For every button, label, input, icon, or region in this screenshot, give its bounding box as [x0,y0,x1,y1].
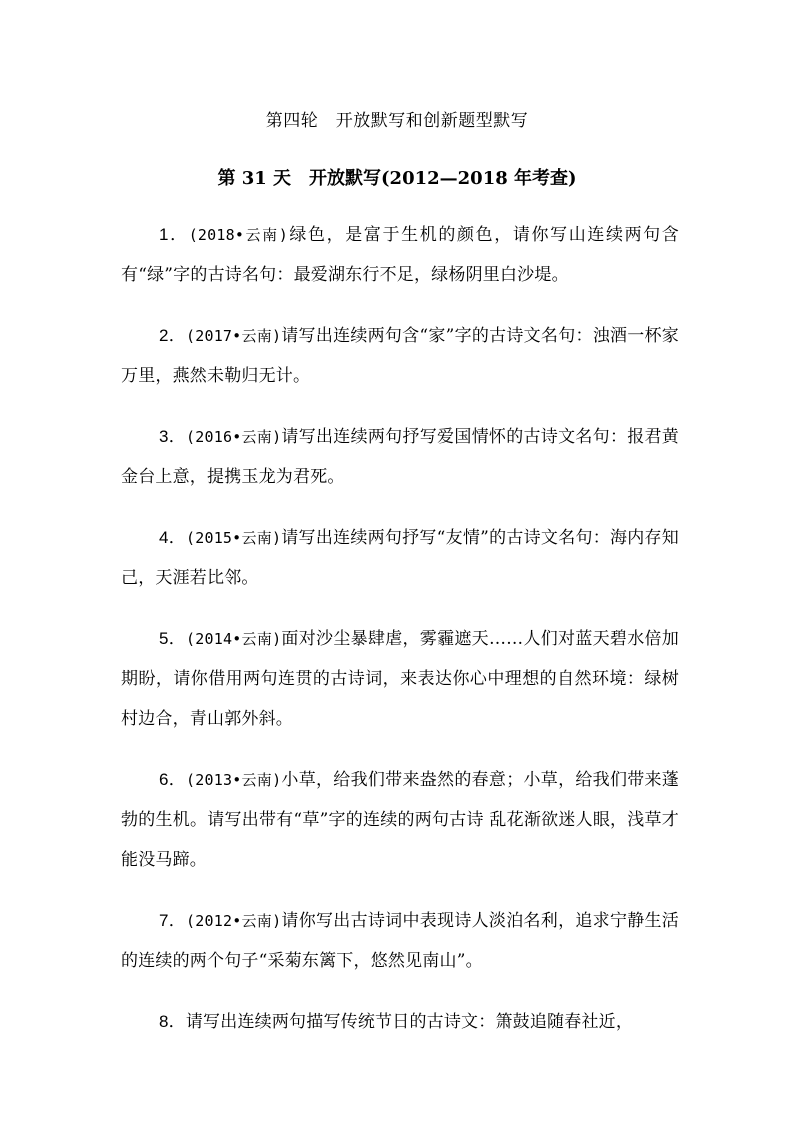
question-number: 7． [159,911,187,930]
question-number: 4． [159,528,186,547]
question-text: 请写出连续两句含“家”字的古诗文名句：浊酒一杯家万里，燕然未勒归无计。 [121,326,680,386]
question-number: 3． [159,427,187,446]
question-8 [121,1002,679,1042]
question-7 [121,901,679,981]
question-5 [121,619,679,739]
question-text: 请写出连续两句抒写爱国情怀的古诗文名句：报君黄金台上意，提携玉龙为君死。 [121,427,680,487]
question-source: (2017•云南) [186,327,282,345]
question-source: (2013•云南) [186,771,282,789]
question-number: 2． [159,326,186,345]
question-list [121,215,679,1063]
question-text: 请写出连续两句描写传统节日的古诗文：箫鼓追随春社近， [185,1012,634,1032]
question-source: (2012•云南) [186,912,282,930]
section-title: 第四轮 开放默写和创新题型默写 [265,111,529,131]
question-6 [121,760,679,880]
question-1 [121,215,679,295]
question-4 [121,518,679,598]
question-text: 请写出连续两句抒写“友情”的古诗文名句：海内存知己，天涯若比邻。 [121,528,680,588]
day-title: 第 31 天 开放默写(2012—2018 年考查) [217,168,577,189]
question-number: 8． [159,1012,186,1031]
question-number: 5． [159,629,187,648]
question-text: 绿色，是富于生机的颜色，请你写山连续两句含有“绿”字的古诗名句：最爱湖东行不足，绿杨阴里白沙堤。 [121,225,680,285]
question-number: 6． [159,770,187,789]
question-source: (2018•云南) [188,226,288,244]
question-text: 面对沙尘暴肆虐，雾霾遮天……人们对蓝天碧水倍加期盼，请你借用两句连贯的古诗词，来表达你心中理想的自然环境：绿树村边合，青山郭外斜。 [121,629,679,729]
question-number: 1． [159,225,189,244]
question-text: 小草，给我们带来盎然的春意；小草，给我们带来蓬勃的生机。请写出带有“草”字的连续的两句古诗 乱花渐欲迷人眼，浅草才能没马蹄。 [121,770,680,870]
question-2 [121,316,679,396]
question-source: (2015•云南) [186,529,282,547]
question-text: 请你写出古诗词中表现诗人淡泊名利，追求宁静生活的连续的两个句子“采菊东篱下，悠然见南山”。 [121,911,680,971]
question-3 [121,417,679,497]
question-source: (2014•云南) [186,630,282,648]
question-source: (2016•云南) [186,428,282,446]
